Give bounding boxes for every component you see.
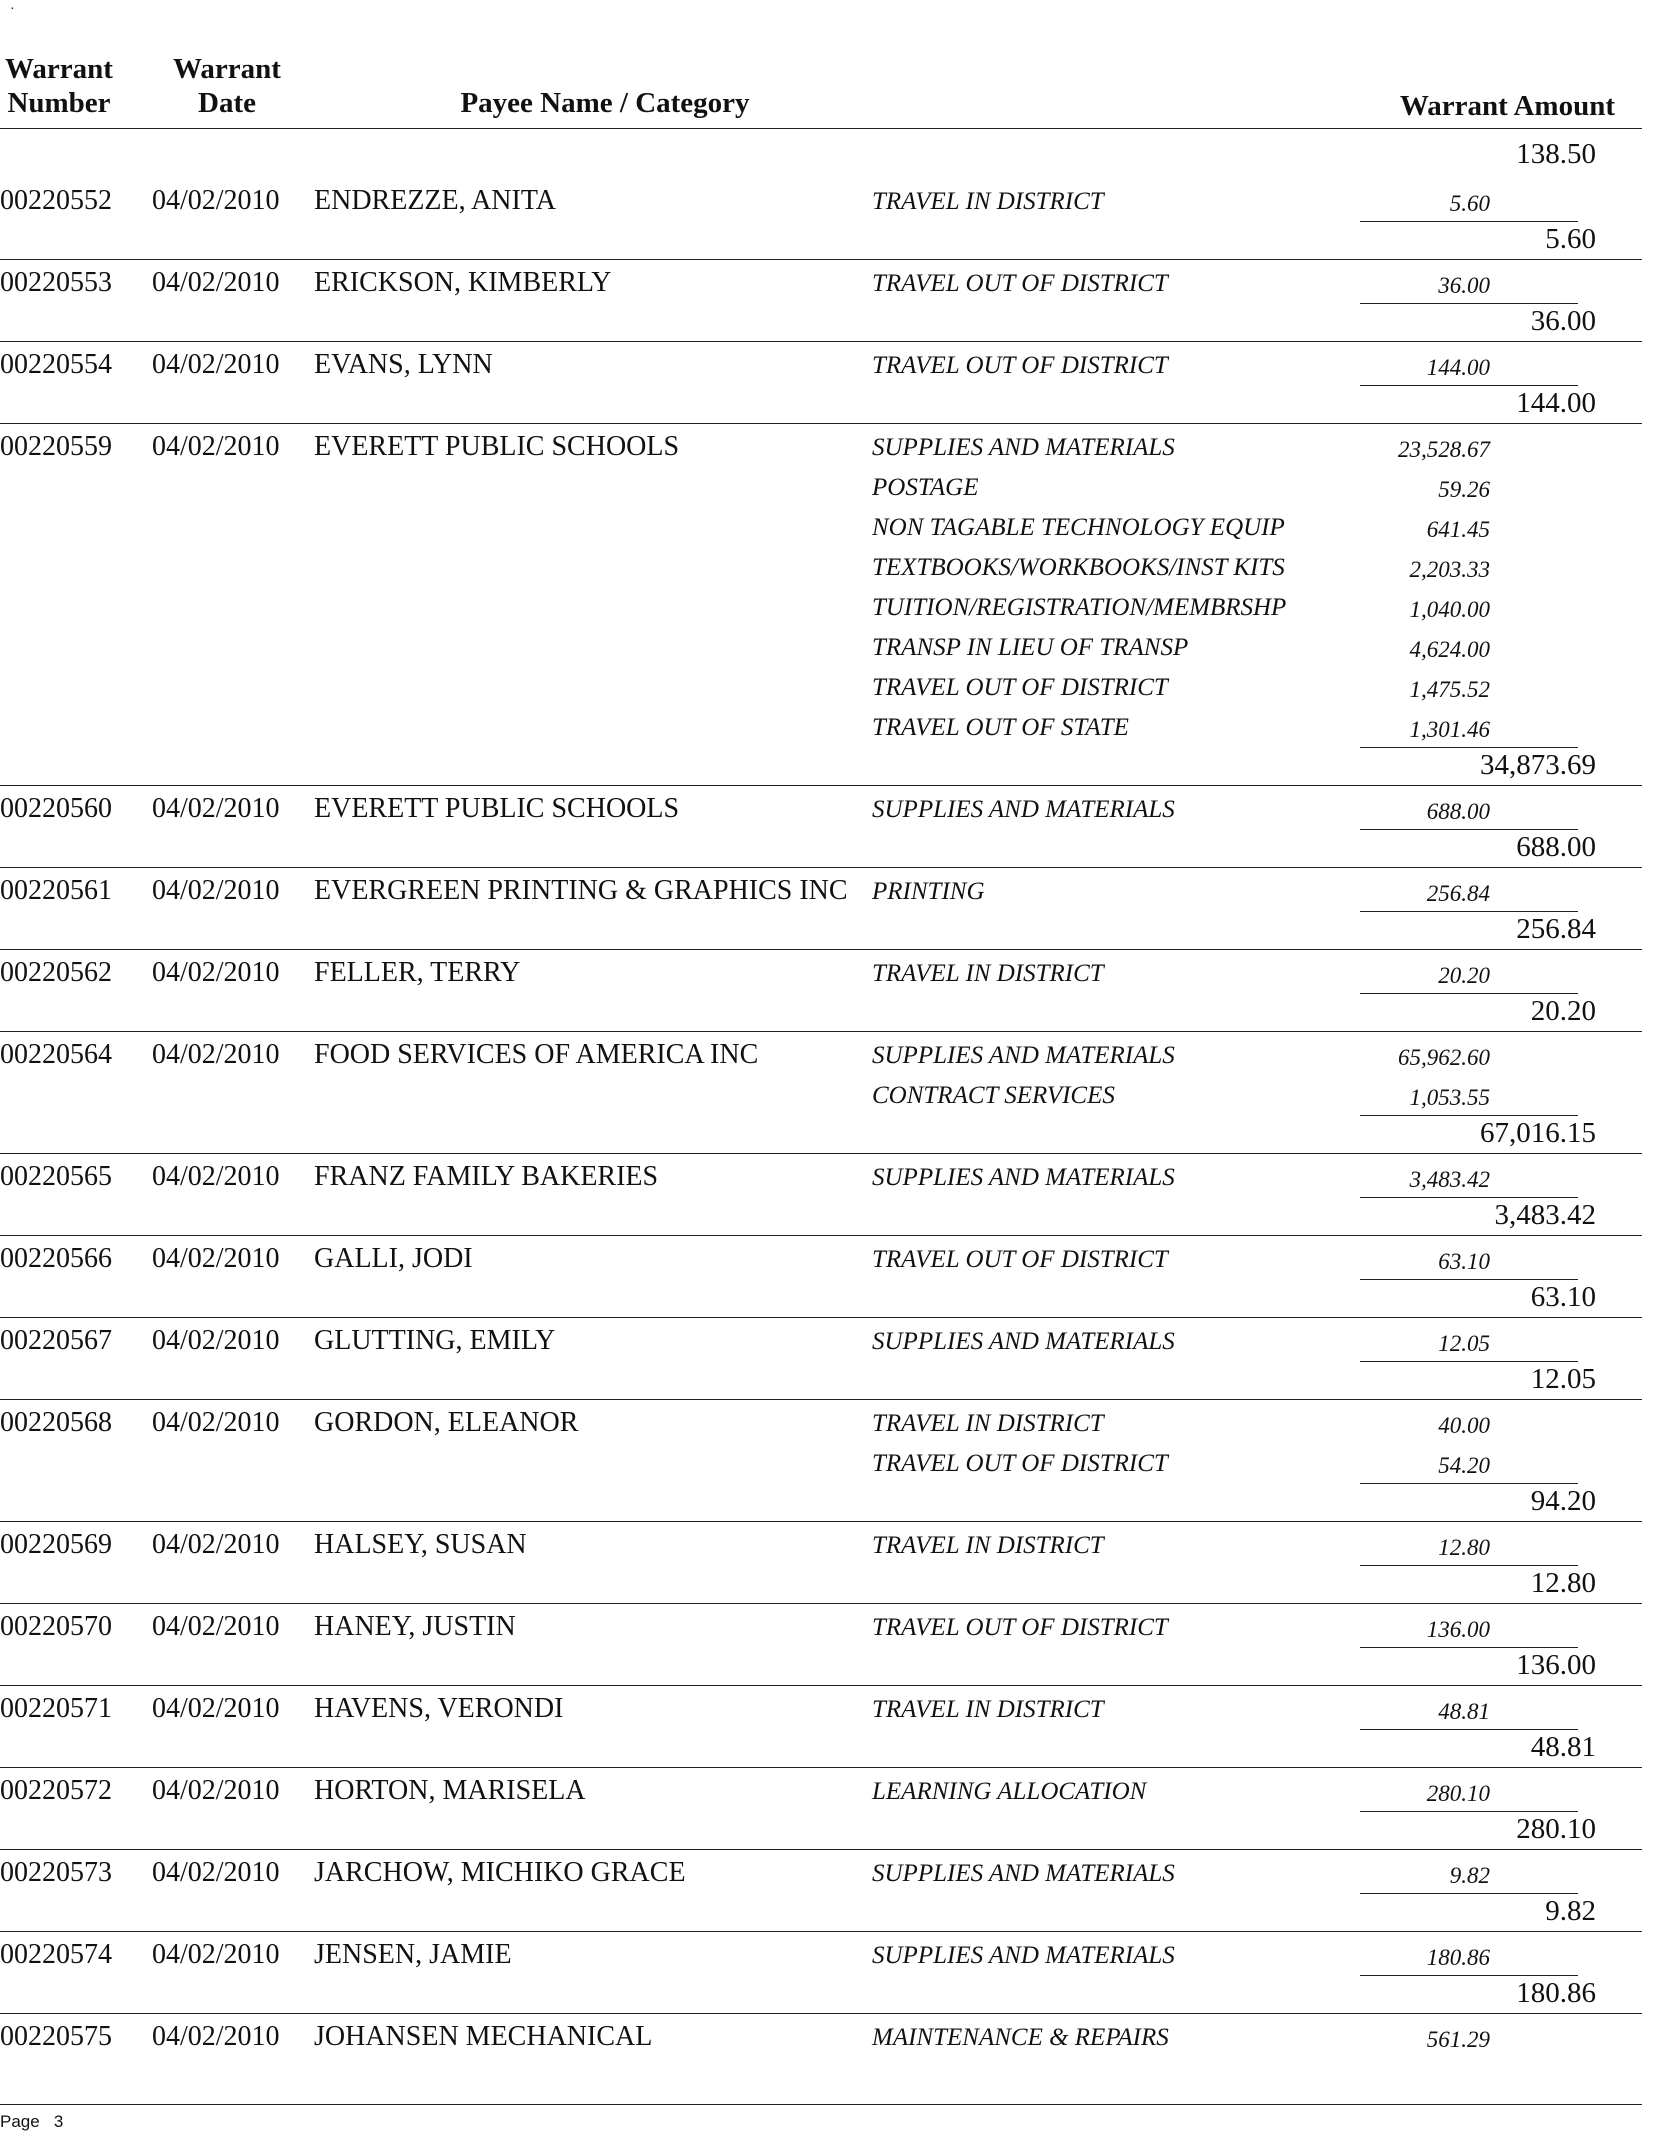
payee-name: HORTON, MARISELA: [314, 1775, 586, 1806]
warrant-row: [0, 870, 1642, 952]
warrant-number: 00220564: [0, 1039, 112, 1070]
payee-name: HALSEY, SUSAN: [314, 1529, 527, 1560]
expense-category: TRAVEL IN DISTRICT: [872, 188, 1104, 215]
expense-category: LEARNING ALLOCATION: [872, 1778, 1147, 1805]
header-warrant-amount: Warrant Amount: [1399, 90, 1615, 122]
expense-category: NON TAGABLE TECHNOLOGY EQUIP: [872, 514, 1285, 541]
warrant-row: [0, 1934, 1642, 2016]
warrant-row: [0, 1606, 1642, 1688]
expense-category: POSTAGE: [872, 474, 979, 501]
row-separator: [0, 1603, 1642, 1604]
row-separator: [0, 1399, 1642, 1400]
warrant-total: 5.60: [1545, 223, 1596, 255]
warrant-row: [0, 952, 1642, 1034]
warrant-number: 00220554: [0, 349, 112, 380]
page-footer: [0, 2112, 63, 2132]
payee-name: ERICKSON, KIMBERLY: [314, 267, 612, 298]
warrant-row: [0, 1320, 1642, 1402]
expense-category: TRAVEL OUT OF DISTRICT: [872, 352, 1168, 379]
expense-category: TRAVEL OUT OF DISTRICT: [872, 1614, 1168, 1641]
warrant-total: 34,873.69: [1480, 749, 1596, 781]
warrant-total: 3,483.42: [1494, 1199, 1596, 1231]
row-separator: [0, 785, 1642, 786]
expense-category: TRAVEL OUT OF DISTRICT: [872, 1246, 1168, 1273]
expense-category: SUPPLIES AND MATERIALS: [872, 1860, 1175, 1887]
row-separator: [0, 1685, 1642, 1686]
expense-category: TRAVEL OUT OF DISTRICT: [872, 1450, 1168, 1477]
warrant-number: 00220562: [0, 957, 112, 988]
expense-category: TRAVEL OUT OF DISTRICT: [872, 270, 1168, 297]
warrant-date: 04/02/2010: [152, 1161, 280, 1192]
line-amount: 9.82: [1449, 1863, 1490, 1888]
warrant-total: 94.20: [1530, 1485, 1596, 1517]
warrant-number: 00220567: [0, 1325, 112, 1356]
warrant-date: 04/02/2010: [152, 957, 280, 988]
warrant-number: 00220575: [0, 2021, 112, 2052]
warrant-date: 04/02/2010: [152, 793, 280, 824]
warrant-total: 688.00: [1516, 831, 1596, 863]
warrant-number: 00220565: [0, 1161, 112, 1192]
line-amount: 12.05: [1438, 1331, 1490, 1356]
warrant-row: [0, 2016, 1642, 2098]
row-separator: [0, 1521, 1642, 1522]
warrant-date: 04/02/2010: [152, 875, 280, 906]
row-separator: [0, 1767, 1642, 1768]
warrant-total: 180.86: [1516, 1977, 1596, 2009]
warrant-number: 00220566: [0, 1243, 112, 1274]
warrant-row: [0, 788, 1642, 870]
warrant-number: 00220570: [0, 1611, 112, 1642]
line-amount: 48.81: [1438, 1699, 1490, 1724]
warrant-total: 36.00: [1530, 305, 1596, 337]
warrant-date: 04/02/2010: [152, 1325, 280, 1356]
row-separator: [0, 2013, 1642, 2014]
expense-category: TRAVEL OUT OF STATE: [872, 714, 1129, 741]
line-amount: 688.00: [1426, 799, 1490, 824]
line-amount: 1,053.55: [1409, 1085, 1490, 1110]
line-amount: 65,962.60: [1398, 1045, 1490, 1070]
header-payee-category: Payee Name / Category: [460, 87, 750, 119]
footer-rule: [0, 2104, 1642, 2105]
row-separator: [0, 1317, 1642, 1318]
row-separator: [0, 1235, 1642, 1236]
line-amount: 280.10: [1426, 1781, 1490, 1806]
payee-name: EVERETT PUBLIC SCHOOLS: [314, 793, 680, 824]
row-separator: [0, 1849, 1642, 1850]
row-separator: [0, 341, 1642, 342]
warrant-row: [0, 1852, 1642, 1934]
warrant-date: 04/02/2010: [152, 1039, 280, 1070]
warrant-row: [0, 1770, 1642, 1852]
line-amount: 59.26: [1438, 477, 1490, 502]
warrant-row: [0, 1402, 1642, 1524]
line-amount: 256.84: [1426, 881, 1490, 906]
line-amount: 63.10: [1438, 1249, 1490, 1274]
payee-name: FRANZ FAMILY BAKERIES: [314, 1161, 659, 1192]
warrant-total: 136.00: [1516, 1649, 1596, 1681]
warrant-total: 48.81: [1530, 1731, 1596, 1763]
header-rule: [0, 128, 1642, 129]
row-separator: [0, 1153, 1642, 1154]
warrant-row: [0, 1156, 1642, 1238]
line-amount: 136.00: [1426, 1617, 1490, 1642]
warrant-date: 04/02/2010: [152, 1857, 280, 1888]
expense-category: SUPPLIES AND MATERIALS: [872, 1042, 1175, 1069]
payee-name: GLUTTING, EMILY: [314, 1325, 556, 1356]
expense-category: SUPPLIES AND MATERIALS: [872, 434, 1175, 461]
page-number: 3: [53, 2112, 64, 2131]
carried-total: 138.50: [1516, 138, 1596, 170]
warrant-date: 04/02/2010: [152, 185, 280, 216]
expense-category: TEXTBOOKS/WORKBOOKS/INST KITS: [872, 554, 1285, 581]
warrant-number: 00220553: [0, 267, 112, 298]
payee-name: JARCHOW, MICHIKO GRACE: [314, 1857, 686, 1888]
expense-category: TRAVEL IN DISTRICT: [872, 1696, 1104, 1723]
row-separator: [0, 949, 1642, 950]
row-separator: [0, 259, 1642, 260]
warrant-number: 00220568: [0, 1407, 112, 1438]
line-amount: 1,040.00: [1409, 597, 1490, 622]
header-warrant-date: Warrant Date: [173, 53, 281, 119]
warrant-date: 04/02/2010: [152, 1611, 280, 1642]
warrant-total: 12.80: [1530, 1567, 1596, 1599]
warrant-total: 280.10: [1516, 1813, 1596, 1845]
expense-category: CONTRACT SERVICES: [872, 1082, 1115, 1109]
warrant-date: 04/02/2010: [152, 2021, 280, 2052]
warrant-row: [0, 1238, 1642, 1320]
expense-category: PRINTING: [872, 878, 985, 905]
warrant-row: [0, 1688, 1642, 1770]
warrant-total: 9.82: [1545, 1895, 1596, 1927]
payee-name: ENDREZZE, ANITA: [314, 185, 556, 216]
warrant-total: 144.00: [1516, 387, 1596, 419]
header-warrant-number: Warrant Number: [5, 53, 113, 119]
line-amount: 54.20: [1438, 1453, 1490, 1478]
line-amount: 40.00: [1438, 1413, 1490, 1438]
row-separator: [0, 1031, 1642, 1032]
line-amount: 180.86: [1426, 1945, 1490, 1970]
page-label: Page: [0, 2112, 40, 2131]
line-amount: 36.00: [1438, 273, 1490, 298]
payee-name: FOOD SERVICES OF AMERICA INC: [314, 1039, 759, 1070]
warrant-number: 00220569: [0, 1529, 112, 1560]
line-amount: 1,475.52: [1409, 677, 1490, 702]
line-amount: 641.45: [1426, 517, 1490, 542]
warrant-date: 04/02/2010: [152, 1693, 280, 1724]
warrant-number: 00220559: [0, 431, 112, 462]
warrant-date: 04/02/2010: [152, 431, 280, 462]
expense-category: SUPPLIES AND MATERIALS: [872, 1328, 1175, 1355]
payee-name: FELLER, TERRY: [314, 957, 521, 988]
line-amount: 2,203.33: [1409, 557, 1490, 582]
line-amount: 23,528.67: [1398, 437, 1490, 462]
warrant-total: 67,016.15: [1480, 1117, 1596, 1149]
warrant-number: 00220561: [0, 875, 112, 906]
expense-category: TRANSP IN LIEU OF TRANSP: [872, 634, 1189, 661]
warrant-number: 00220572: [0, 1775, 112, 1806]
line-amount: 1,301.46: [1409, 717, 1490, 742]
line-amount: 144.00: [1426, 355, 1490, 380]
warrant-total: 63.10: [1530, 1281, 1596, 1313]
warrant-number: 00220574: [0, 1939, 112, 1970]
row-separator: [0, 423, 1642, 424]
warrant-date: 04/02/2010: [152, 1407, 280, 1438]
warrant-row: [0, 262, 1642, 344]
expense-category: SUPPLIES AND MATERIALS: [872, 796, 1175, 823]
line-amount: 3,483.42: [1409, 1167, 1490, 1192]
warrant-row: [0, 1524, 1642, 1606]
payee-name: HANEY, JUSTIN: [314, 1611, 516, 1642]
warrant-date: 04/02/2010: [152, 1939, 280, 1970]
warrant-total: 256.84: [1516, 913, 1596, 945]
payee-name: JOHANSEN MECHANICAL: [314, 2021, 653, 2052]
warrant-total: 12.05: [1530, 1363, 1596, 1395]
expense-category: SUPPLIES AND MATERIALS: [872, 1942, 1175, 1969]
row-separator: [0, 867, 1642, 868]
warrant-date: 04/02/2010: [152, 1775, 280, 1806]
warrant-date: 04/02/2010: [152, 1529, 280, 1560]
row-separator: [0, 1931, 1642, 1932]
warrant-row: [0, 180, 1642, 262]
warrant-number: 00220571: [0, 1693, 112, 1724]
scan-speck: ·: [10, 2, 15, 17]
payee-name: EVERETT PUBLIC SCHOOLS: [314, 431, 680, 462]
payee-name: JENSEN, JAMIE: [314, 1939, 512, 1970]
expense-category: TUITION/REGISTRATION/MEMBRSHP: [872, 594, 1287, 621]
warrant-row: [0, 344, 1642, 426]
payee-name: GORDON, ELEANOR: [314, 1407, 579, 1438]
payee-name: EVANS, LYNN: [314, 349, 493, 380]
expense-category: TRAVEL IN DISTRICT: [872, 1532, 1104, 1559]
payee-name: HAVENS, VERONDI: [314, 1693, 564, 1724]
expense-category: SUPPLIES AND MATERIALS: [872, 1164, 1175, 1191]
expense-category: TRAVEL IN DISTRICT: [872, 960, 1104, 987]
line-amount: 5.60: [1449, 191, 1490, 216]
expense-category: MAINTENANCE & REPAIRS: [872, 2024, 1169, 2051]
warrant-date: 04/02/2010: [152, 267, 280, 298]
warrant-total: 20.20: [1530, 995, 1596, 1027]
warrant-date: 04/02/2010: [152, 349, 280, 380]
warrant-date: 04/02/2010: [152, 1243, 280, 1274]
payee-name: GALLI, JODI: [314, 1243, 473, 1274]
warrant-row: [0, 1034, 1642, 1156]
line-amount: 4,624.00: [1409, 637, 1490, 662]
line-amount: 12.80: [1438, 1535, 1490, 1560]
warrant-number: 00220573: [0, 1857, 112, 1888]
expense-category: TRAVEL OUT OF DISTRICT: [872, 674, 1168, 701]
warrant-number: 00220560: [0, 793, 112, 824]
warrant-number: 00220552: [0, 185, 112, 216]
expense-category: TRAVEL IN DISTRICT: [872, 1410, 1104, 1437]
line-amount: 561.29: [1426, 2027, 1490, 2052]
warrant-row: [0, 426, 1642, 788]
payee-name: EVERGREEN PRINTING & GRAPHICS INC: [314, 875, 848, 906]
line-amount: 20.20: [1438, 963, 1490, 988]
